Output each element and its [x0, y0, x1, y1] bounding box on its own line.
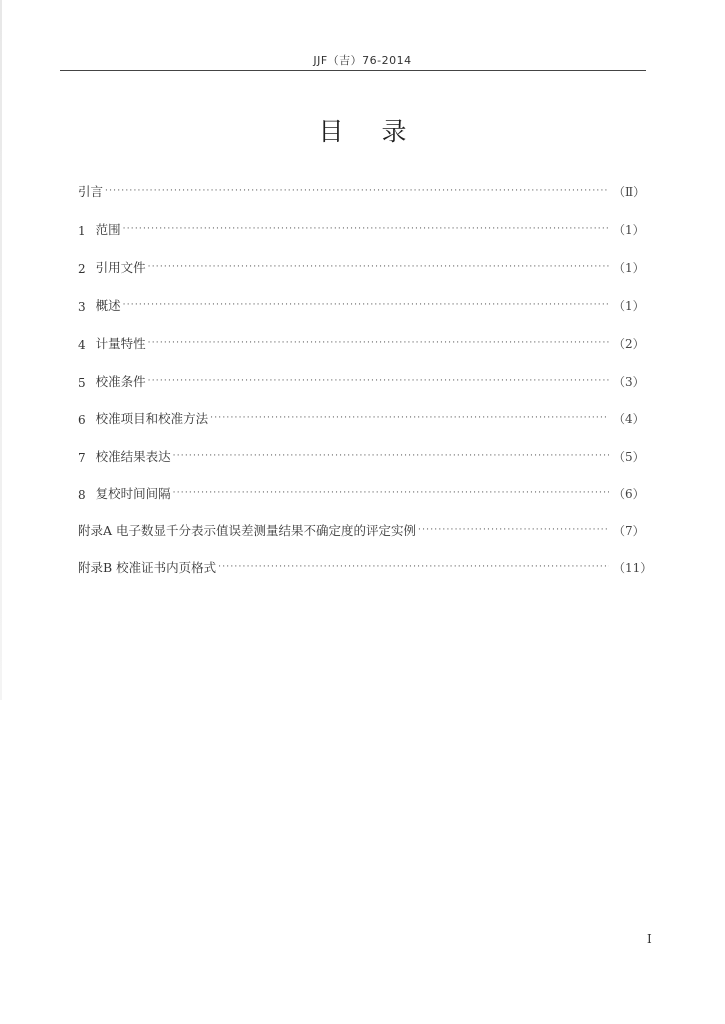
toc-entry-page: （Ⅱ） [613, 185, 646, 199]
toc-entry-references[interactable] [78, 256, 643, 276]
toc-entry-label: 复校时间间隔 [95, 486, 171, 501]
toc-entry-page: （1） [613, 261, 645, 275]
toc-entry-calibration-conditions[interactable] [78, 370, 643, 390]
toc-entry-number: 6 [78, 413, 86, 427]
toc-entry-overview[interactable] [78, 294, 643, 314]
toc-entry-number: 4 [78, 338, 86, 352]
toc-entry-number: 1 [78, 224, 86, 238]
toc-entry-metrological-characteristics[interactable] [78, 332, 643, 352]
toc-leader-dots [148, 261, 609, 273]
toc-entry-label: 引言 [78, 184, 104, 199]
toc-leader-dots [148, 337, 609, 349]
page-number: I [647, 932, 652, 946]
toc-entry-label: 附录A 电子数显千分表示值误差测量结果不确定度的评定实例 [78, 523, 417, 538]
toc-leader-dots [418, 524, 609, 536]
toc-entry-label: 概述 [95, 298, 121, 313]
toc-entry-page: （5） [613, 450, 645, 464]
header-rule [60, 70, 646, 71]
toc-entry-label: 范围 [95, 222, 121, 237]
toc-leader-dots [105, 185, 609, 197]
toc-entry-label: 引用文件 [95, 260, 146, 275]
toc-leader-dots [173, 487, 609, 499]
toc-entry-label: 校准条件 [95, 374, 146, 389]
toc-leader-dots [218, 561, 609, 573]
toc-entry-number: 3 [78, 300, 86, 314]
toc-entry-page: （1） [613, 223, 645, 237]
toc-entry-number: 2 [78, 262, 86, 276]
document-code: JJF（吉）76-2014 [313, 54, 412, 67]
toc-entry-scope[interactable] [78, 218, 643, 238]
toc-entry-label: 校准结果表达 [95, 449, 171, 464]
toc-entry-page: （2） [613, 337, 645, 351]
toc-leader-dots [148, 375, 609, 387]
toc-entry-appendix-b[interactable] [78, 556, 653, 576]
toc-leader-dots [123, 299, 609, 311]
toc-entry-page: （3） [613, 375, 645, 389]
toc-entry-page: （11） [613, 561, 653, 575]
toc-entry-calibration-items-methods[interactable] [78, 407, 643, 427]
toc-entry-label: 计量特性 [95, 336, 146, 351]
toc-entry-page: （1） [613, 299, 645, 313]
toc-entry-foreword[interactable] [78, 180, 646, 200]
toc-entry-appendix-a[interactable] [78, 519, 643, 539]
toc-entry-recalibration-interval[interactable] [78, 482, 643, 502]
scan-edge [0, 0, 2, 700]
toc-entry-page: （6） [613, 487, 645, 501]
toc-leader-dots [210, 412, 609, 424]
toc-entry-page: （7） [613, 524, 645, 538]
toc-entry-result-expression[interactable] [78, 445, 643, 465]
toc-entry-label: 校准项目和校准方法 [95, 411, 209, 426]
toc-entry-page: （4） [613, 412, 645, 426]
toc-entry-number: 7 [78, 451, 86, 465]
toc-entry-number: 8 [78, 488, 86, 502]
toc-leader-dots [173, 450, 609, 462]
toc-entry-number: 5 [78, 376, 86, 390]
toc-entry-label: 附录B 校准证书内页格式 [78, 560, 217, 575]
toc-title: 目录 [318, 117, 445, 146]
toc-leader-dots [123, 223, 609, 235]
